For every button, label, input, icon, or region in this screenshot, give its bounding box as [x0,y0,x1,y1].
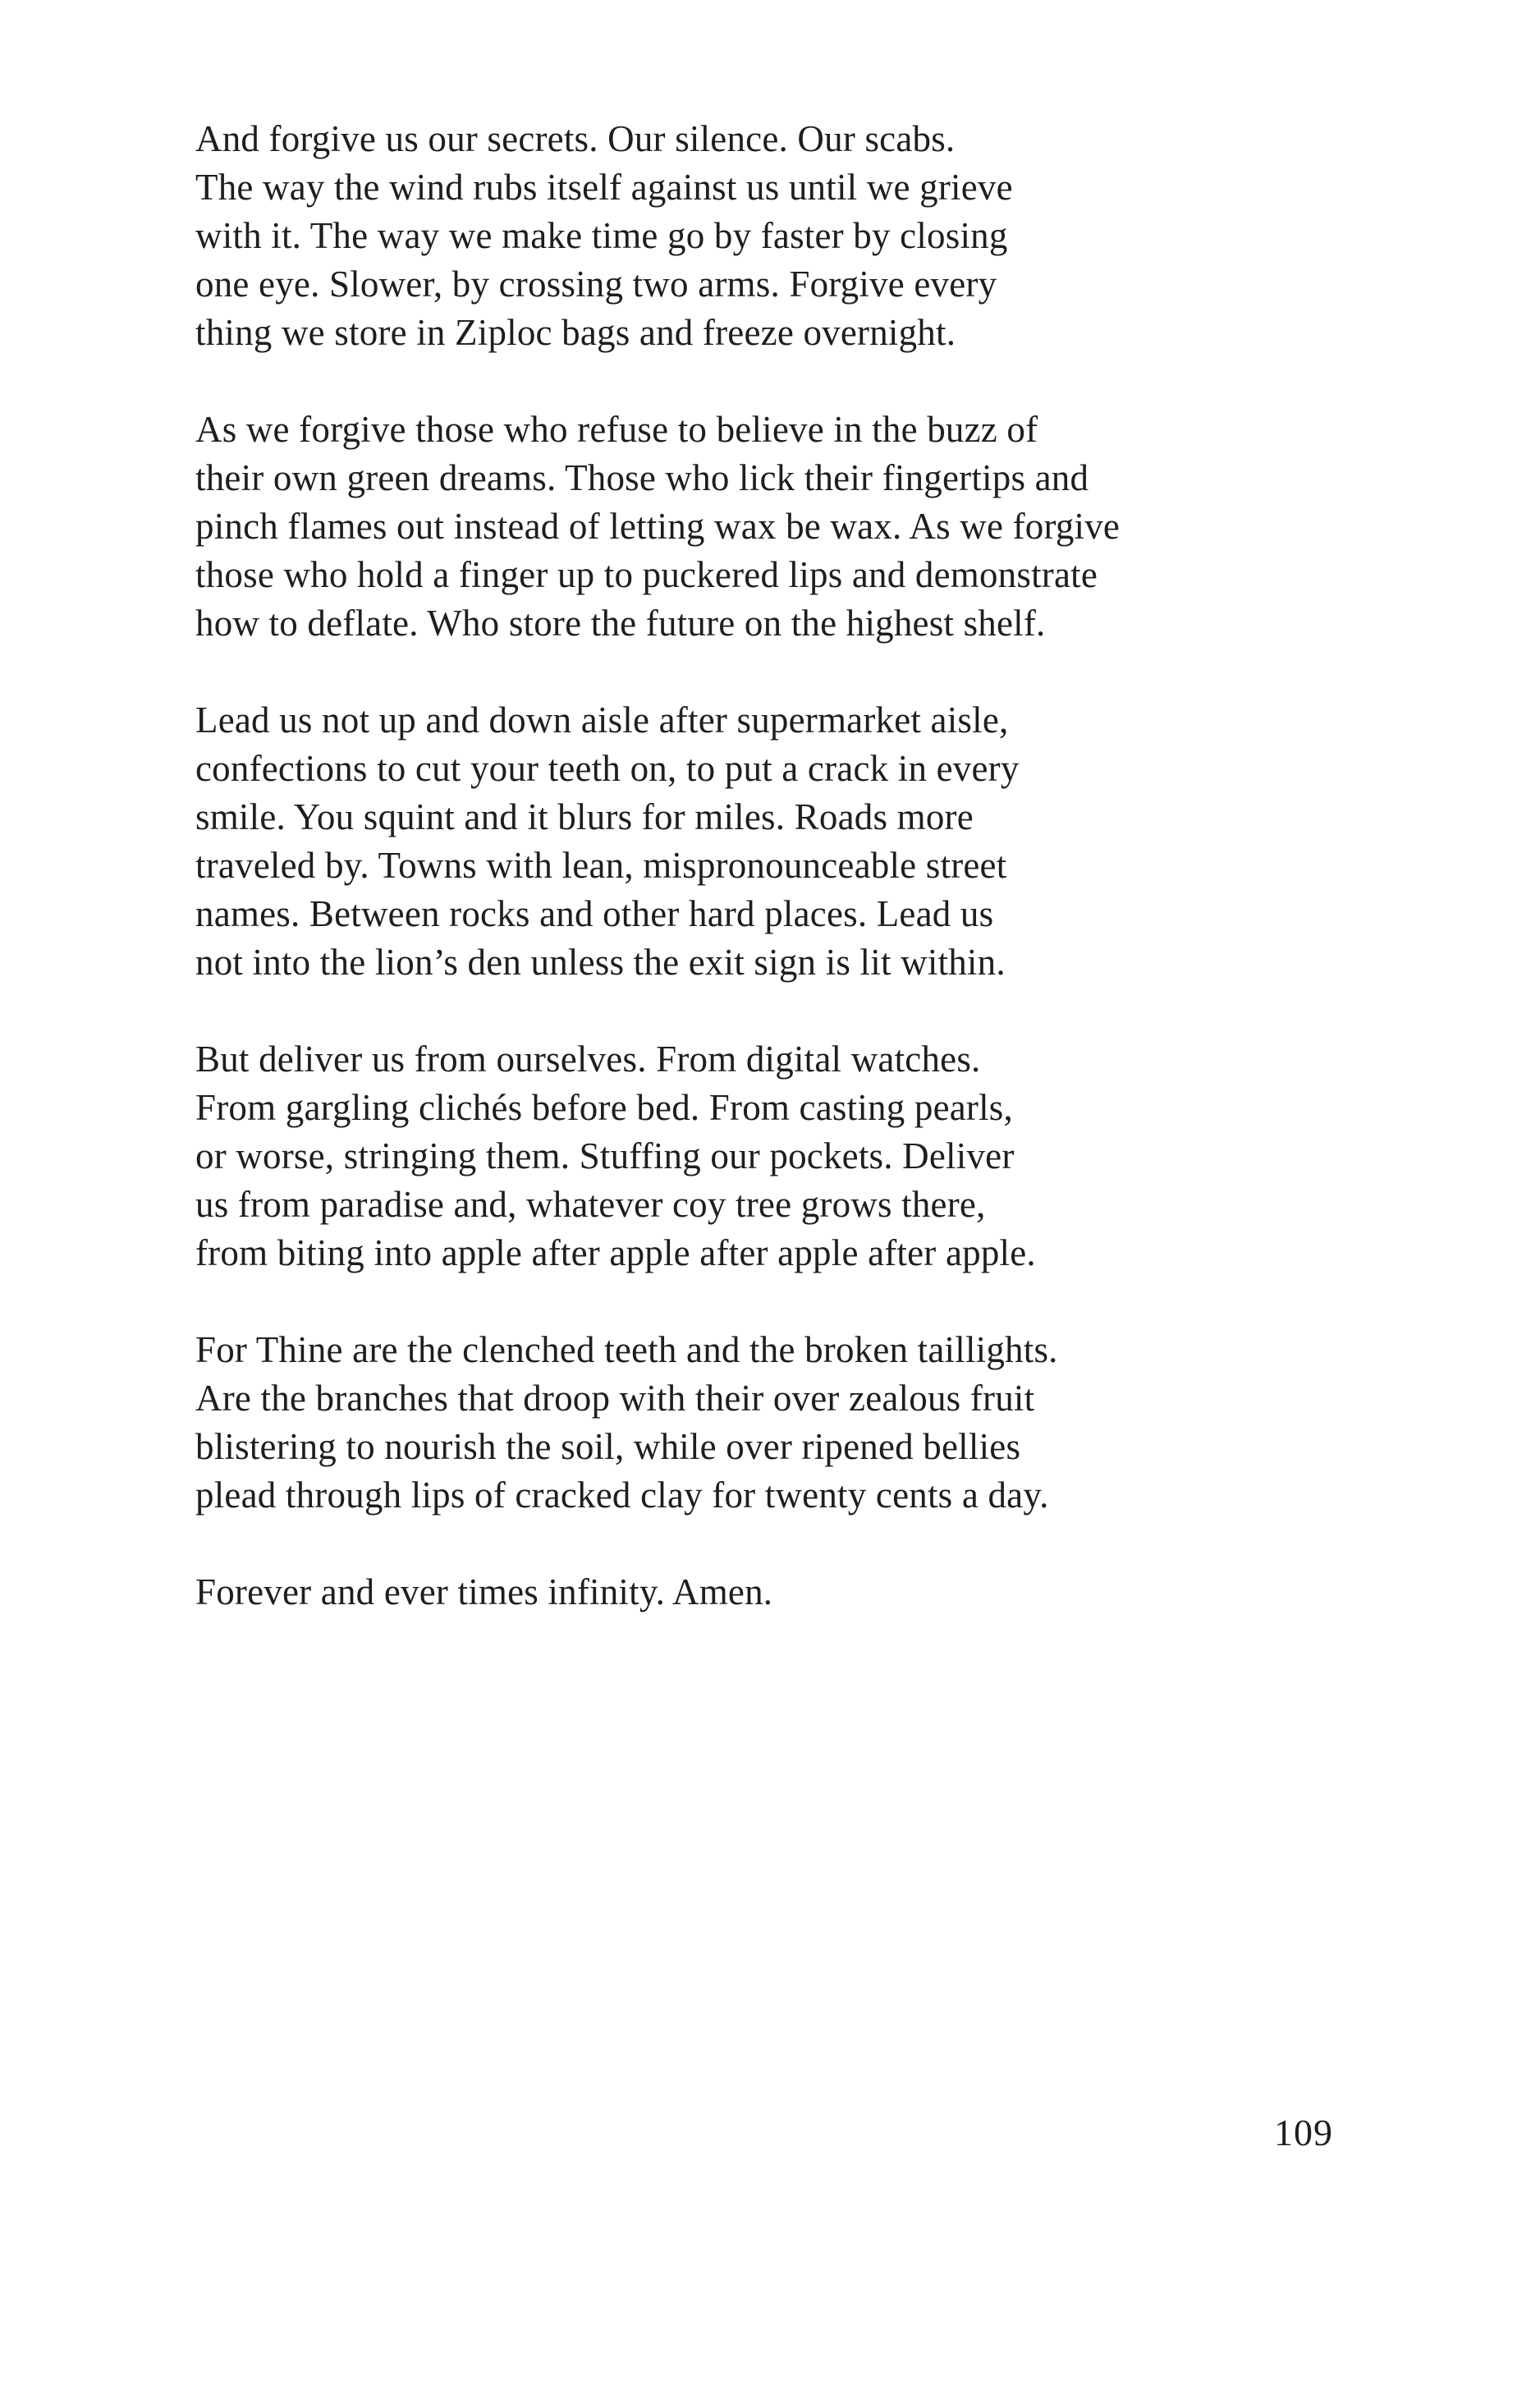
stanza-1 [195,115,1345,357]
poem-line: from biting into apple after apple after apple after apple. [195,1232,1036,1273]
poem-line: smile. You squint and it blurs for miles. Roads more [195,796,974,837]
poem-line: For Thine are the clenched teeth and the broken taillights. [195,1329,1058,1370]
poem-line: traveled by. Towns with lean, mispronounceable street [195,845,1007,886]
stanza-2 [195,406,1345,648]
poem-line: plead through lips of cracked clay for twenty cents a day. [195,1474,1049,1516]
poem-line: thing we store in Ziploc bags and freeze overnight. [195,312,956,353]
poem-line: From gargling clichés before bed. From casting pearls, [195,1087,1013,1128]
poem-line: Forever and ever times infinity. Amen. [195,1571,773,1612]
poem-line: or worse, stringing them. Stuffing our pockets. Deliver [195,1135,1015,1176]
poem-line: names. Between rocks and other hard places. Lead us [195,893,994,934]
poem-body [195,115,1345,1665]
poem-line: how to deflate. Who store the future on the highest shelf. [195,603,1046,644]
poem-line: not into the lion’s den unless the exit sign is lit within. [195,942,1006,983]
poem-line: those who hold a finger up to puckered lips and demonstrate [195,554,1098,595]
poem-line: us from paradise and, whatever coy tree grows there, [195,1184,986,1225]
poem-line: Are the branches that droop with their over zealous fruit [195,1378,1035,1419]
poem-line: But deliver us from ourselves. From digital watches. [195,1039,981,1080]
stanza-3 [195,696,1345,987]
poem-line: pinch flames out instead of letting wax be wax. As we forgive [195,506,1121,547]
page-number: 109 [1274,2112,1333,2153]
poem-line: Lead us not up and down aisle after supermarket aisle, [195,699,1009,741]
poem-line: blistering to nourish the soil, while over ripened bellies [195,1426,1021,1467]
stanza-6 [195,1568,1345,1617]
poem-line: their own green dreams. Those who lick their fingertips and [195,457,1089,498]
poem-line: one eye. Slower, by crossing two arms. Forgive every [195,264,997,305]
poem-line: confections to cut your teeth on, to put a crack in every [195,748,1020,789]
poem-line: The way the wind rubs itself against us until we grieve [195,167,1013,208]
stanza-5 [195,1326,1345,1520]
poem-line: As we forgive those who refuse to believe in the buzz of [195,409,1038,450]
poem-line: And forgive us our secrets. Our silence. Our scabs. [195,118,956,159]
stanza-4 [195,1035,1345,1277]
poem-line: with it. The way we make time go by faster by closing [195,215,1008,256]
